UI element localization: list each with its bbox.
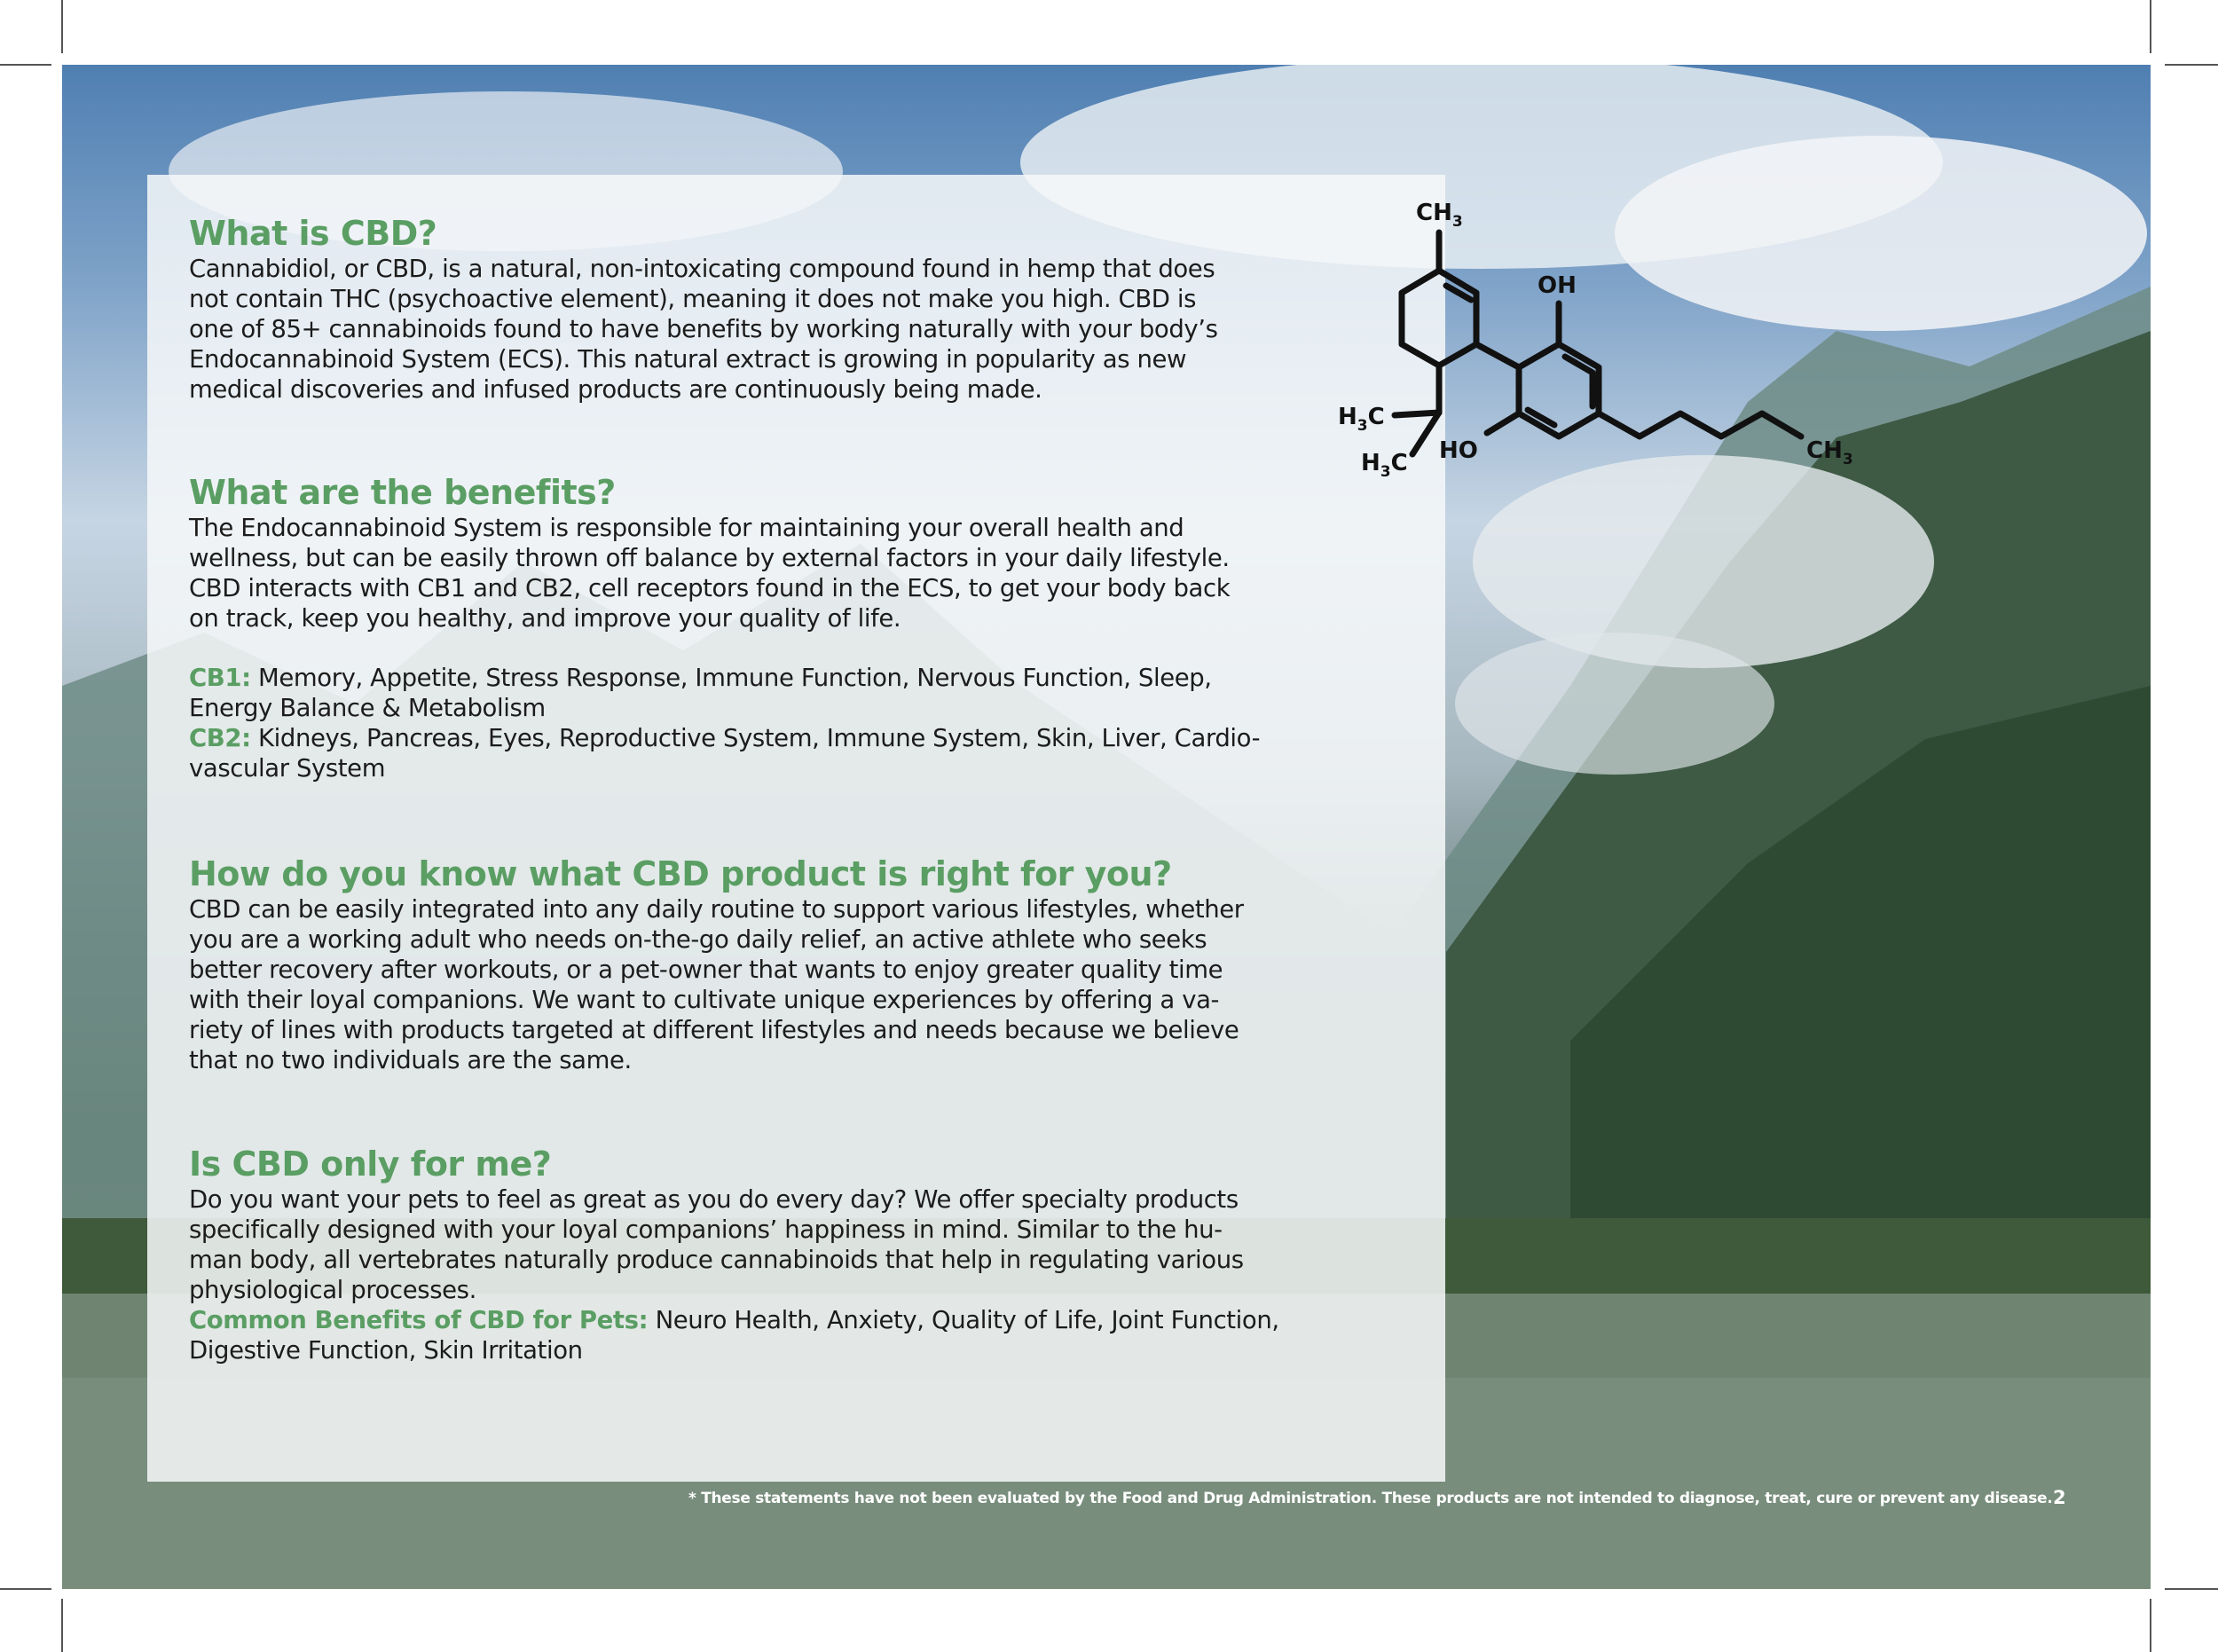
fda-disclaimer: * These statements have not been evaluated by the Food and Drug Administration. These products are not intended to diagnose, treat, cure or prevent any disease. bbox=[688, 1490, 2053, 1507]
section-right-product bbox=[189, 854, 1342, 1075]
section-body: The Endocannabinoid System is responsible for maintaining your overall health and wellness, but can be easily thrown off balance by external factors in your daily lifestyle. CBD interacts with CB1 and CB2, cell receptors found in the ECS, to get your body back on track, keep you healthy, and improve your quality of life. bbox=[189, 514, 1231, 633]
section-heading: Is CBD only for me? bbox=[189, 1145, 552, 1184]
cbd-molecule-diagram bbox=[1322, 186, 1890, 488]
cb1-text: Memory, Appetite, Stress Response, Immune Function, Nervous Function, Sleep, Energy Balance & Metabolism bbox=[189, 664, 1212, 722]
hydroxyl-bottom-label: HO bbox=[1439, 437, 1478, 464]
crop-mark bbox=[0, 1588, 51, 1590]
section-body: CBD can be easily integrated into any daily routine to support various lifestyles, whether you are a working adult who needs on-the-go daily relief, an active athlete who seeks better recovery after workouts, or a pet-owner that wants to enjoy greater quality time with their loyal companions. We want to cultivate unique experiences by offering a va- riety of lines with products targeted at different lifestyles and needs because we believe that no two individuals are the same. bbox=[189, 895, 1244, 1074]
cb2-paragraph bbox=[189, 723, 1342, 783]
page-number: 2 bbox=[2053, 1487, 2066, 1508]
crop-mark bbox=[2150, 1599, 2151, 1652]
crop-mark bbox=[61, 0, 63, 53]
methyl-left-2-label: $H_3C$ bbox=[1361, 450, 1408, 481]
section-heading: What are the benefits? bbox=[189, 473, 616, 512]
section-heading: What is CBD? bbox=[189, 214, 437, 253]
section-body: Do you want your pets to feel as great as you do every day? We offer specialty products specifically designed with your loyal companions’ happiness in mind. Similar to the hu- man body, all vertebrates naturally produce cannabinoids that help in regulating various physiological processes. bbox=[189, 1185, 1244, 1304]
crop-mark bbox=[2150, 0, 2151, 53]
pets-benefits-paragraph bbox=[189, 1305, 1342, 1365]
cb2-text: Kidneys, Pancreas, Eyes, Reproductive System, Immune System, Skin, Liver, Cardio- vascular System bbox=[189, 724, 1261, 783]
methyl-tail-label: $CH_3$ bbox=[1806, 437, 1853, 468]
cb1-paragraph bbox=[189, 663, 1342, 723]
section-heading: How do you know what CBD product is right for you? bbox=[189, 854, 1172, 893]
cb1-label: CB1: bbox=[189, 664, 251, 692]
section-what-is-cbd bbox=[189, 213, 1342, 405]
pets-benefits-label: Common Benefits of CBD for Pets: bbox=[189, 1306, 649, 1334]
spacer bbox=[189, 633, 1342, 663]
methyl-left-1-label: $H_3C$ bbox=[1338, 404, 1385, 435]
crop-mark bbox=[0, 64, 51, 66]
crop-mark bbox=[61, 1599, 63, 1652]
section-benefits bbox=[189, 472, 1342, 783]
crop-mark bbox=[2165, 1588, 2218, 1590]
section-only-for-me bbox=[189, 1144, 1342, 1365]
methyl-top-label: $CH_3$ bbox=[1416, 200, 1463, 231]
pets-benefits-text: Neuro Health, Anxiety, Quality of Life, Joint Function, Digestive Function, Skin Irritation bbox=[189, 1306, 1279, 1365]
section-body: Cannabidiol, or CBD, is a natural, non-intoxicating compound found in hemp that does not contain THC (psychoactive element), meaning it does not make you high. CBD is one of 85+ cannabinoids found to have benefits by working naturally with your body’s Endocannabinoid System (ECS). This natural extract is growing in popularity as new medical discoveries and infused products are continuously being made. bbox=[189, 255, 1218, 404]
cb2-label: CB2: bbox=[189, 724, 251, 752]
crop-mark bbox=[2165, 64, 2218, 66]
hydroxyl-top-label: OH bbox=[1538, 272, 1577, 299]
